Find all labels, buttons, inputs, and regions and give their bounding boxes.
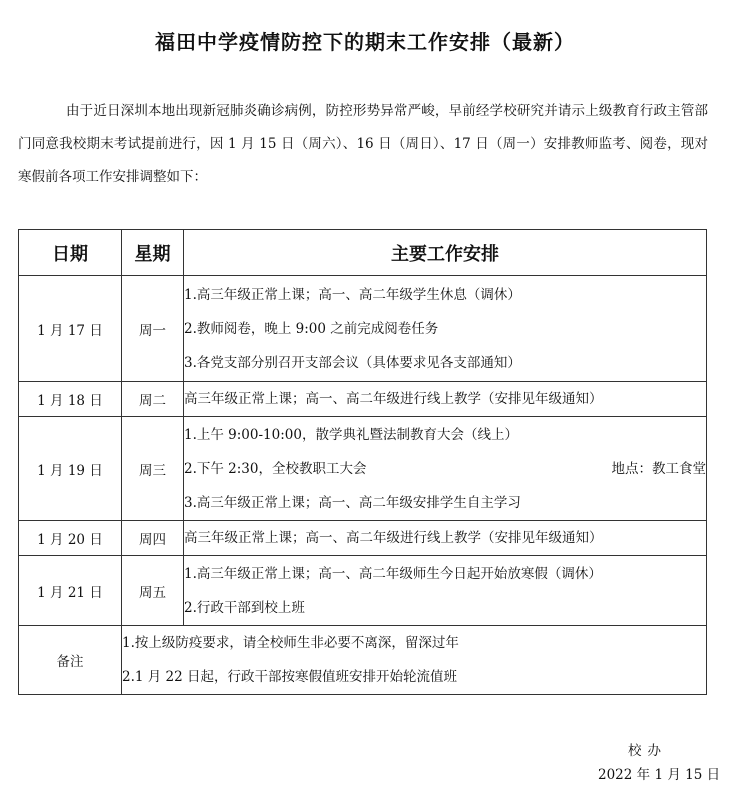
row-day: 周四 xyxy=(122,521,184,556)
task-line: 高三年级正常上课；高一、高二年级进行线上教学（安排见年级通知） xyxy=(184,530,603,546)
task-line: 1.高三年级正常上课；高一、高二年级学生休息（调休） xyxy=(184,286,521,303)
notes-content xyxy=(122,626,707,695)
signature-date: 2022 年 1 月 15 日 xyxy=(598,767,721,783)
intro-paragraph: 由于近日深圳本地出现新冠肺炎确诊病例，防控形势异常严峻，早前经学校研究并请示上级教育行政主管部门同意我校期末考试提前进行，因 1 月 15 日（周六）、16 日（周日）、17 日（周一）安排教师监考、阅卷，现对寒假前各项工作安排调整如下： xyxy=(18,103,708,185)
row-day: 周二 xyxy=(122,382,184,417)
header-day: 星期 xyxy=(122,230,184,276)
task-line: 2.教师阅卷，晚上 9:00 之前完成阅卷任务 xyxy=(184,320,439,337)
task-line: 1.高三年级正常上课；高一、高二年级师生今日起开始放寒假（调休） xyxy=(184,565,602,582)
row-day: 周五 xyxy=(122,556,184,626)
table-row xyxy=(19,521,707,556)
row-date: 1 月 18 日 xyxy=(19,382,122,417)
row-tasks xyxy=(184,382,707,417)
task-line: 3.各党支部分别召开支部会议（具体要求见各支部通知） xyxy=(184,354,521,371)
task-line-with-location xyxy=(184,452,706,486)
task-line: 2.行政干部到校上班 xyxy=(184,599,305,616)
notes-row xyxy=(19,626,707,695)
table-header-row xyxy=(19,230,707,276)
row-day: 周一 xyxy=(122,276,184,382)
row-tasks xyxy=(184,276,707,382)
location-label: 地点：教工食堂 xyxy=(611,460,706,477)
task-line: 高三年级正常上课；高一、高二年级进行线上教学（安排见年级通知） xyxy=(184,391,603,407)
schedule-table xyxy=(18,229,707,695)
signature-office: 校办 xyxy=(628,743,667,759)
header-tasks: 主要工作安排 xyxy=(184,230,707,276)
header-date: 日期 xyxy=(19,230,122,276)
table-row xyxy=(19,382,707,417)
row-day: 周三 xyxy=(122,417,184,521)
table-row xyxy=(19,276,707,382)
task-text: 2.下午 2:30，全校教职工大会 xyxy=(184,460,367,477)
task-line: 1.上午 9:00-10:00，散学典礼暨法制教育大会（线上） xyxy=(184,426,518,443)
row-date: 1 月 20 日 xyxy=(19,521,122,556)
row-tasks xyxy=(184,556,707,626)
row-date: 1 月 17 日 xyxy=(19,276,122,382)
row-date: 1 月 21 日 xyxy=(19,556,122,626)
row-tasks xyxy=(184,417,707,521)
note-line: 1.按上级防疫要求，请全校师生非必要不离深，留深过年 xyxy=(122,635,459,651)
document-title: 福田中学疫情防控下的期末工作安排（最新） xyxy=(155,30,575,54)
row-tasks xyxy=(184,521,707,556)
task-line: 3.高三年级正常上课；高一、高二年级安排学生自主学习 xyxy=(184,494,521,511)
row-date: 1 月 19 日 xyxy=(19,417,122,521)
note-line: 2.1 月 22 日起，行政干部按寒假值班安排开始轮流值班 xyxy=(122,669,458,685)
notes-label: 备注 xyxy=(19,626,122,695)
table-row xyxy=(19,556,707,626)
table-row xyxy=(19,417,707,521)
